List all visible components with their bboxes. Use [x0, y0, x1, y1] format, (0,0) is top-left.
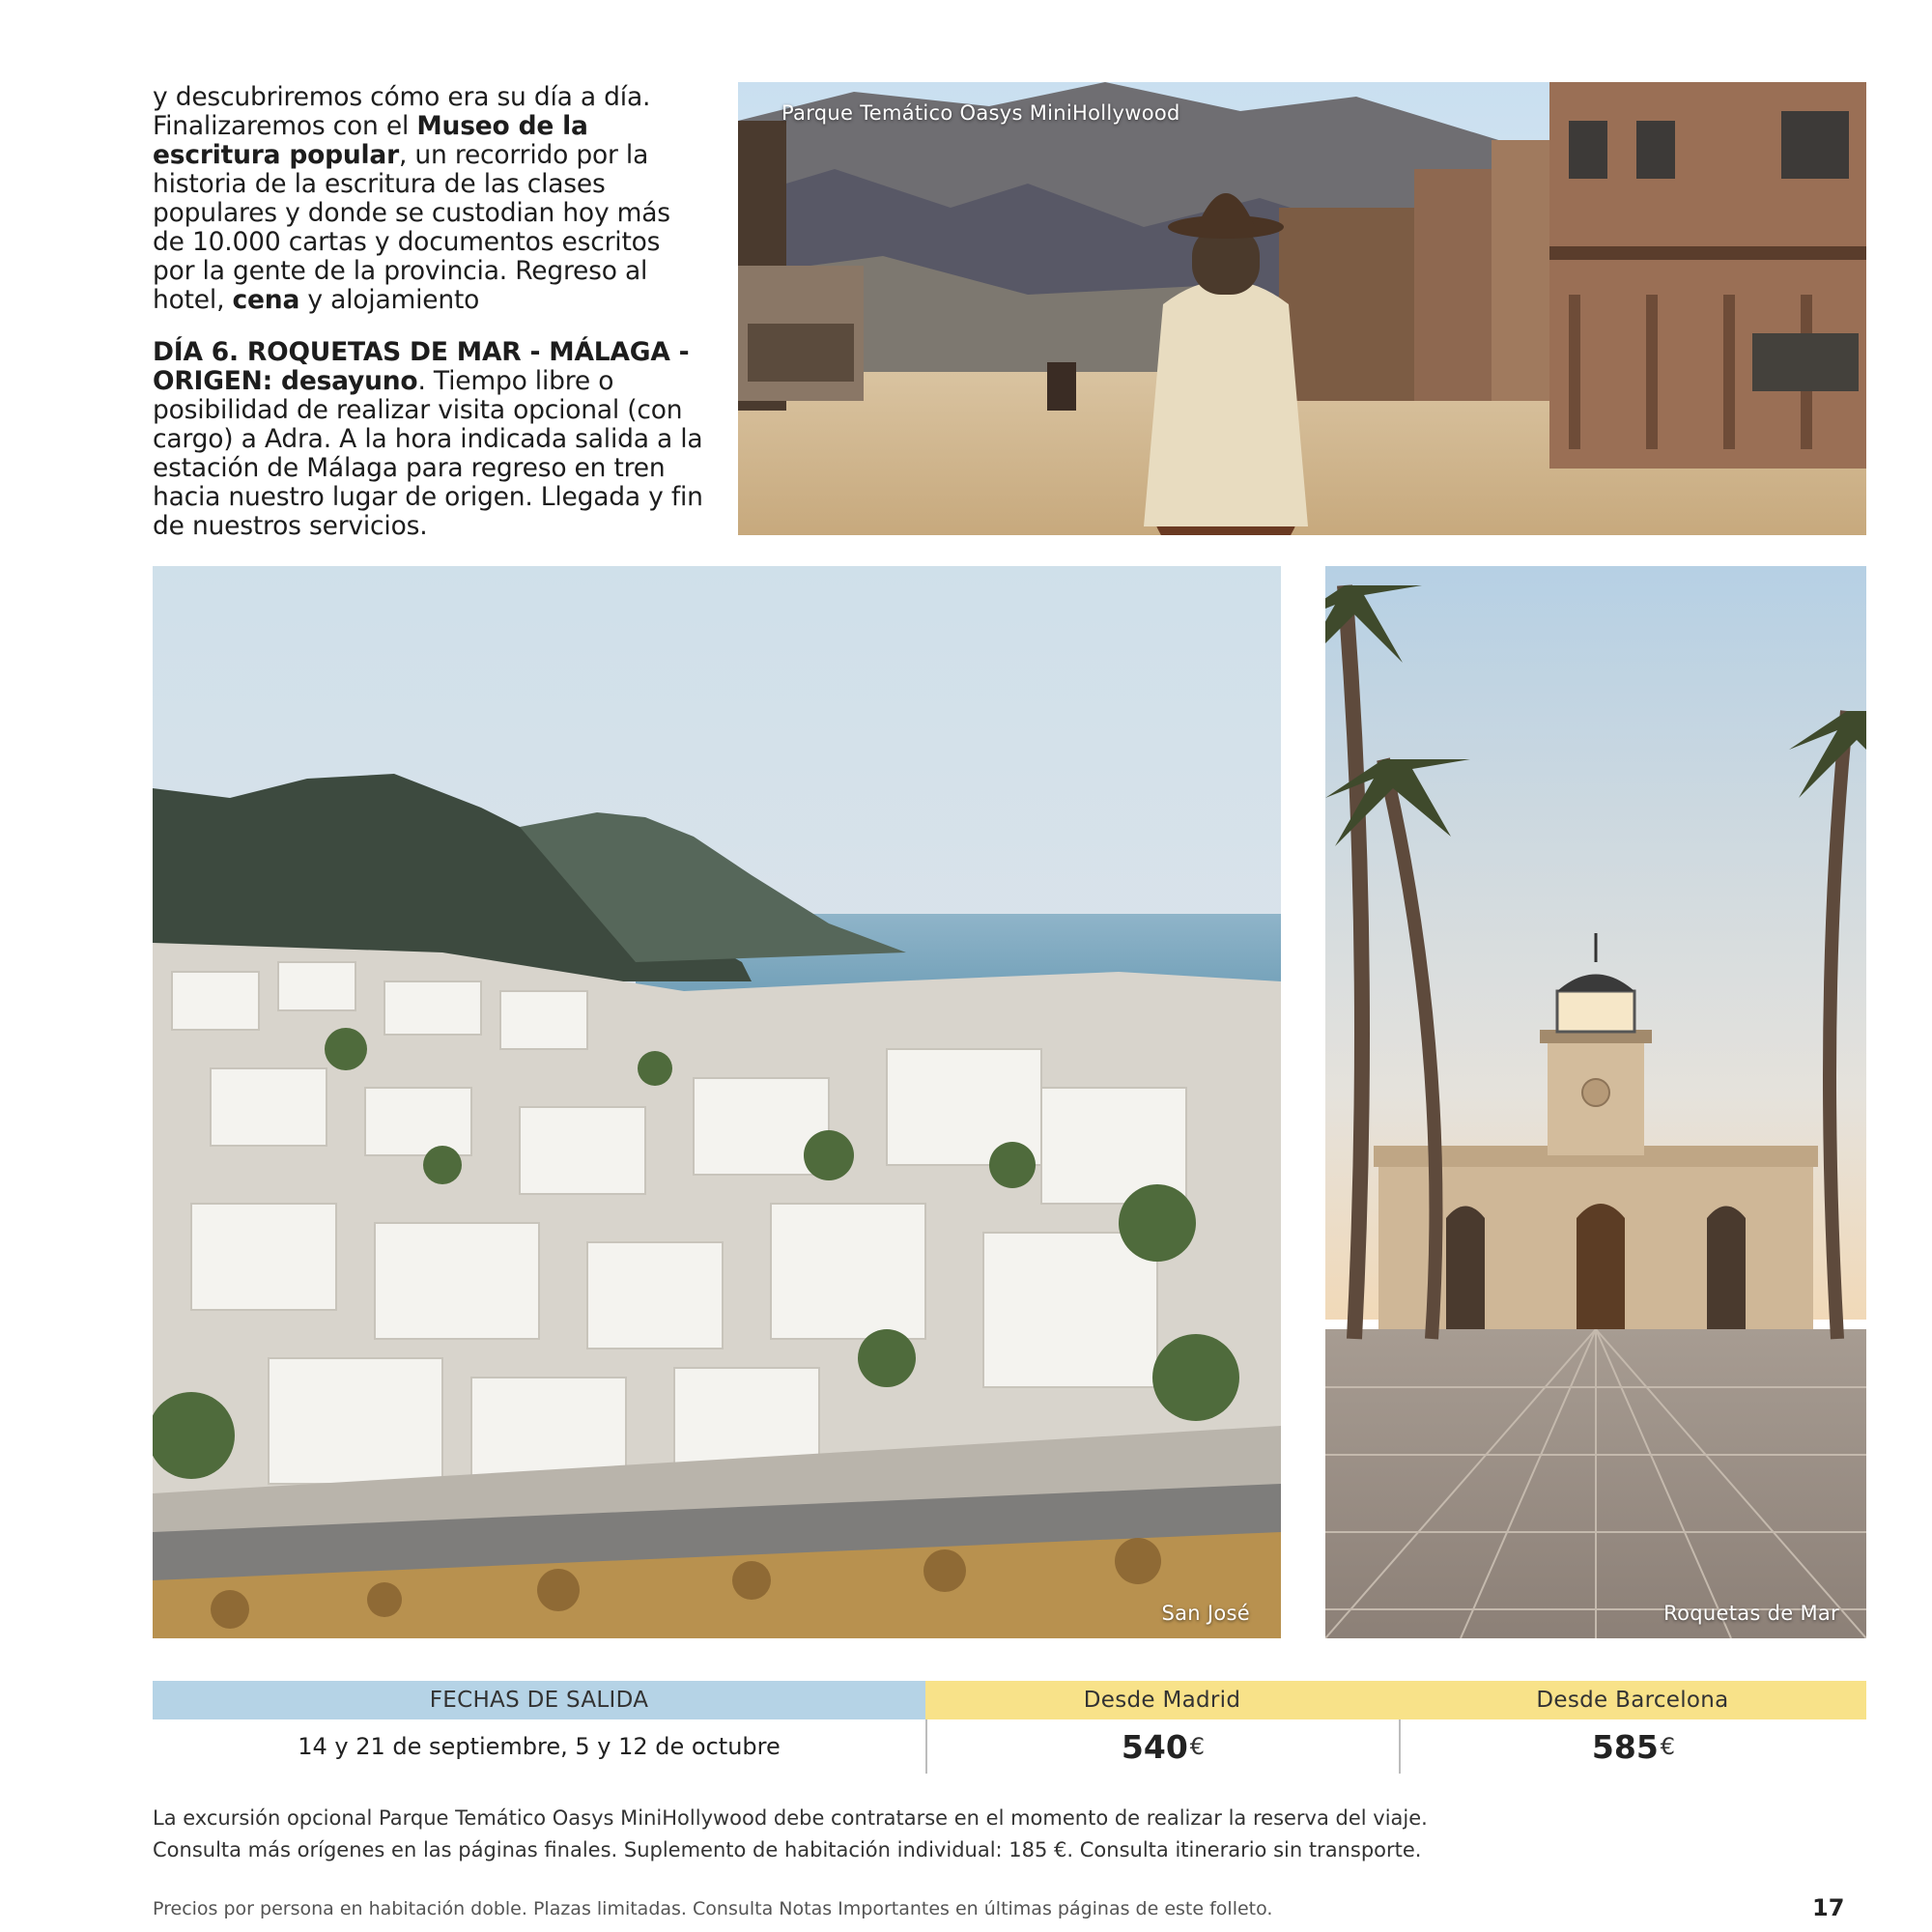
price-table [153, 1681, 1866, 1777]
price-barcelona: 585 [1591, 1727, 1659, 1766]
page-number: 17 [1812, 1894, 1845, 1921]
header-desde-barcelona: Desde Barcelona [1399, 1681, 1866, 1719]
caption-roquetas-de-mar: Roquetas de Mar [1663, 1602, 1839, 1625]
price-madrid-cell [925, 1719, 1399, 1774]
intro-paragraph [153, 83, 703, 315]
currency-symbol: € [1189, 1733, 1206, 1760]
day6-paragraph [153, 338, 703, 541]
price-barcelona-cell [1399, 1719, 1866, 1774]
note-line-1: La excursión opcional Parque Temático Oasys MiniHollywood debe contratarse en el momento de realizar la reserva del viaje. [153, 1806, 1428, 1830]
header-desde-madrid: Desde Madrid [925, 1681, 1399, 1719]
photo-san-jose [153, 566, 1281, 1638]
note-line-2: Consulta más orígenes en las páginas finales. Suplemento de habitación individual: 185 €. Consulta itinerario sin transporte. [153, 1838, 1422, 1861]
intro-bold-cena: cena [232, 285, 300, 315]
header-fechas-salida: FECHAS DE SALIDA [153, 1681, 925, 1719]
coastal-village-illustration [153, 566, 1281, 1638]
departure-dates: 14 y 21 de septiembre, 5 y 12 de octubre [298, 1733, 781, 1760]
photo-minihollywood [738, 82, 1866, 535]
day6-title: DÍA 6. ROQUETAS DE MAR - MÁLAGA - ORIGEN: desayuno [153, 337, 690, 396]
caption-san-jose: San José [1161, 1602, 1250, 1625]
intro-bold-museum: Museo de la escritura popular [153, 111, 588, 170]
itinerary-text [153, 83, 703, 564]
caption-minihollywood: Parque Temático Oasys MiniHollywood [781, 101, 1180, 125]
price-madrid: 540 [1121, 1727, 1188, 1766]
lighthouse-illustration [1325, 566, 1866, 1638]
day6-text: . Tiempo libre o posibilidad de realizar visita opcional (con cargo) a Adra. A la hora indicada salida a la estación de Málaga para regreso en tren hacia nuestro lugar de origen. Llegada y fin de nuestros servicios. [153, 366, 703, 541]
notes [153, 1803, 1795, 1866]
western-town-illustration [738, 82, 1866, 535]
footer-disclaimer: Precios por persona en habitación doble. Plazas limitadas. Consulta Notas Importantes en últimas páginas de este folleto. [153, 1898, 1273, 1919]
intro-text-3: y alojamiento [299, 285, 480, 315]
intro-text-1: y descubriremos cómo era su día a día. Finalizaremos con el [153, 82, 651, 141]
photo-roquetas-de-mar [1325, 566, 1866, 1638]
currency-symbol: € [1660, 1733, 1676, 1760]
intro-text-2: , un recorrido por la historia de la escritura de las clases populares y donde se custodian hoy más de 10.000 cartas y documentos escritos por la gente de la provincia. Regreso al hotel, [153, 140, 670, 315]
